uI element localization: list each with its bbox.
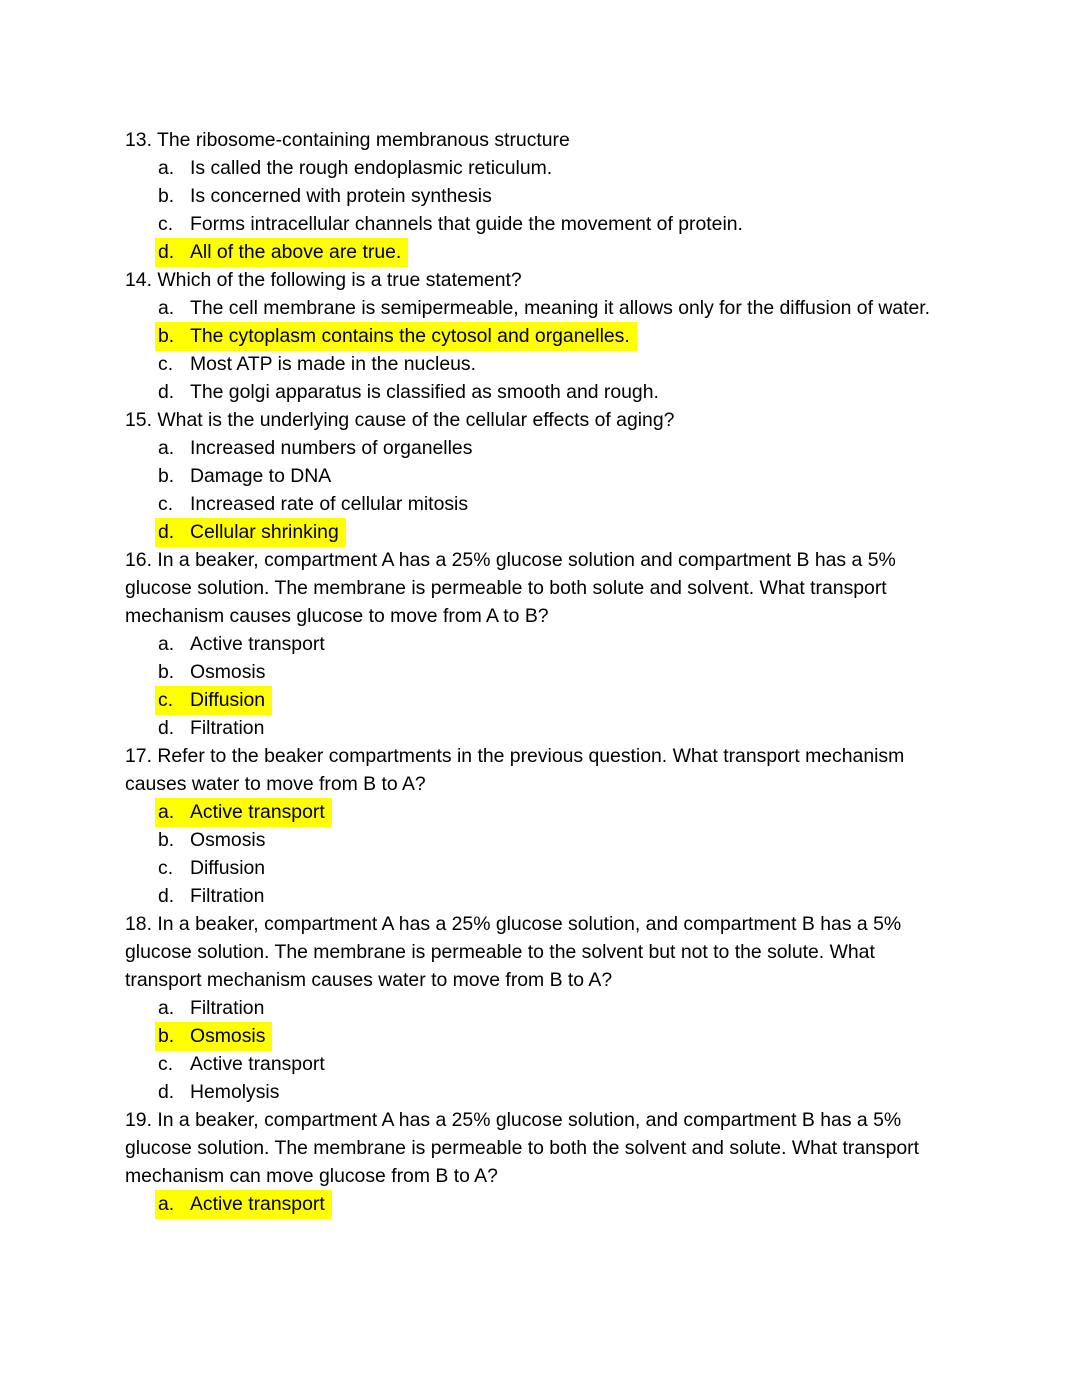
option-letter: c. [158,493,174,515]
option-text: Is concerned with protein synthesis [190,185,492,207]
option-letter: c. [158,689,174,711]
option-item [125,322,953,350]
option-letter: d. [158,521,175,543]
question-line [125,546,953,630]
option-item [125,658,953,686]
question-text: Which of the following is a true statement? [157,269,522,291]
option-content [158,297,930,319]
highlighted-answer [155,518,346,547]
option-item [125,994,953,1022]
question-line [125,910,953,994]
option-text: Active transport [190,801,325,823]
option-item [125,854,953,882]
option-item [125,182,953,210]
option-item [125,714,953,742]
highlighted-answer [155,686,272,715]
option-letter: a. [158,801,175,823]
option-letter: d. [158,717,175,739]
highlighted-answer [155,1190,332,1219]
option-item [125,350,953,378]
option-content [158,185,492,207]
option-content [158,381,659,403]
question-text: Refer to the beaker compartments in the previous question. What transport mechanism causes water to move from B to A? [125,745,905,795]
option-letter: c. [158,213,174,235]
option-item [125,798,953,826]
option-text: The golgi apparatus is classified as smooth and rough. [190,381,659,403]
option-letter: a. [158,1193,175,1215]
option-letter: b. [158,185,175,207]
option-content [158,885,264,907]
option-letter: d. [158,1081,175,1103]
option-text: Active transport [190,1053,325,1075]
option-item [125,630,953,658]
option-letter: d. [158,241,175,263]
question-text: The ribosome-containing membranous structure [157,129,570,151]
option-item [125,882,953,910]
question-line [125,266,953,294]
option-content [158,353,476,375]
option-letter: a. [158,157,175,179]
option-content [158,157,552,179]
highlighted-answer [155,322,637,351]
question-line [125,126,953,154]
option-item [125,294,953,322]
option-text: Filtration [190,717,265,739]
option-item [125,1190,953,1218]
option-item [125,686,953,714]
option-content [158,829,265,851]
option-text: Cellular shrinking [190,521,339,543]
question-line [125,406,953,434]
option-text: Damage to DNA [190,465,332,487]
option-content [158,997,264,1019]
option-letter: d. [158,885,175,907]
option-content [158,1053,325,1075]
option-content [158,857,265,879]
question-number: 18. [125,913,152,935]
highlighted-answer [155,1022,272,1051]
option-letter: b. [158,829,175,851]
option-text: All of the above are true. [190,241,402,263]
option-text: Hemolysis [190,1081,280,1103]
option-text: Active transport [190,1193,325,1215]
option-text: Forms intracellular channels that guide the movement of protein. [190,213,743,235]
option-text: The cytoplasm contains the cytosol and organelles. [190,325,630,347]
option-text: The cell membrane is semipermeable, meaning it allows only for the diffusion of water. [190,297,931,319]
option-content [158,633,325,655]
option-item [125,210,953,238]
option-text: Osmosis [190,829,266,851]
question-item [125,126,953,266]
question-number: 14. [125,269,152,291]
question-text: In a beaker, compartment A has a 25% glucose solution, and compartment B has a 5% glucose solution. The membrane is permeable to the solvent but not to the solute. What transport mechanism causes water to move from B to A? [125,913,902,991]
option-content [158,1081,279,1103]
option-item [125,1050,953,1078]
question-number: 13. [125,129,152,151]
option-letter: b. [158,465,175,487]
option-letter: b. [158,661,175,683]
option-item [125,1022,953,1050]
question-item [125,406,953,546]
option-letter: a. [158,997,175,1019]
option-text: Filtration [190,885,265,907]
question-line [125,742,953,798]
option-letter: c. [158,1053,174,1075]
option-item [125,154,953,182]
question-number: 16. [125,549,152,571]
question-number: 19. [125,1109,152,1131]
question-text: In a beaker, compartment A has a 25% glucose solution, and compartment B has a 5% glucose solution. The membrane is permeable to both the solvent and solute. What transport mechanism can move glucose from B to A? [125,1109,920,1187]
option-item [125,518,953,546]
question-number: 17. [125,745,152,767]
option-text: Increased rate of cellular mitosis [190,493,469,515]
option-text: Diffusion [190,689,266,711]
option-content [158,661,265,683]
option-text: Active transport [190,633,325,655]
question-item [125,910,953,1106]
highlighted-answer [155,798,332,827]
question-item [125,742,953,910]
option-text: Diffusion [190,857,266,879]
option-letter: a. [158,437,175,459]
question-number: 15. [125,409,152,431]
option-item [125,826,953,854]
option-item [125,1078,953,1106]
option-content [158,493,468,515]
highlighted-answer [155,238,408,267]
question-item [125,546,953,742]
question-text: What is the underlying cause of the cellular effects of aging? [157,409,675,431]
option-text: Osmosis [190,1025,266,1047]
option-letter: d. [158,381,175,403]
option-text: Increased numbers of organelles [190,437,473,459]
question-line [125,1106,953,1190]
question-item [125,266,953,406]
option-item [125,378,953,406]
option-item [125,434,953,462]
option-item [125,462,953,490]
option-letter: a. [158,633,175,655]
option-content [158,437,472,459]
option-text: Most ATP is made in the nucleus. [190,353,476,375]
question-text: In a beaker, compartment A has a 25% glucose solution and compartment B has a 5% glucose solution. The membrane is permeable to both solute and solvent. What transport mechanism causes glucose to move from A to B? [125,549,896,627]
option-content [158,465,331,487]
option-letter: a. [158,297,175,319]
option-letter: c. [158,857,174,879]
question-item [125,1106,953,1218]
questions-list [125,126,953,1218]
option-letter: c. [158,353,174,375]
option-letter: b. [158,1025,175,1047]
option-letter: b. [158,325,175,347]
option-content [158,717,264,739]
option-text: Is called the rough endoplasmic reticulum. [190,157,553,179]
option-content [158,213,743,235]
option-item [125,490,953,518]
option-text: Filtration [190,997,265,1019]
option-item [125,238,953,266]
option-text: Osmosis [190,661,266,683]
